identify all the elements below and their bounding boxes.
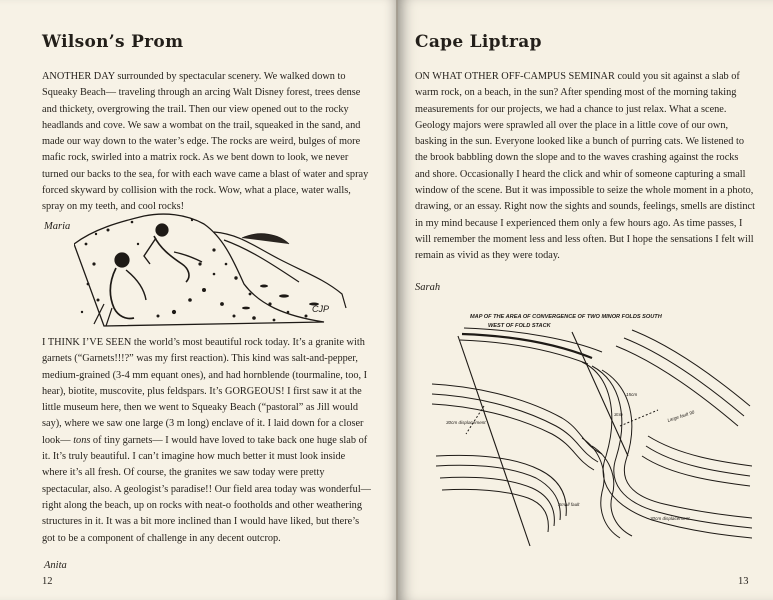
map-caption-line1: MAP OF THE AREA OF CONVERGENCE OF TWO MINOR FOLDS SOUTH	[470, 314, 662, 320]
map-label-15cm: 15cm	[626, 392, 638, 397]
paragraph-maria	[42, 69, 372, 216]
map-label-3cm: 3cm	[614, 412, 623, 417]
map-caption-line2: WEST OF FOLD STACK	[488, 323, 551, 329]
fold-map-sketch	[432, 306, 752, 556]
map-label-displacement-f: ~ 30cm displacement	[646, 516, 690, 521]
paragraph-sarah-text: ON WHAT OTHER OFF-CAMPUS SEMINAR could you sit against a slab of warm rock, on a beach, in the sun? After spending most of the morning taking measurements for our projects, we had a chance to just relax. What a scene. Geology majors were sprawled all over the place in a little cove of our own, basking in the sun. Everyone looked like a bunch of purring cats. We listened to the brook babbling down the slope and to the waves crashing against the rocks and shore. Occasionally I heard the click and whir of someone capturing a small window of the scene. But it was impossible to seize the whole moment in a photo, drawing, or an essay. Right now the sights and sounds, feelings, smells are distinct in my mind because I experienced them only a few hours ago. As time passes, I will remember the moment less and less often. But I hope the sensations I felt will remain as vivid as they were today.	[415, 71, 755, 262]
map-label-displacement-a: 30cm displacement	[446, 420, 486, 425]
right-page	[398, 0, 773, 600]
paragraph-anita	[42, 335, 372, 547]
signature-anita: Anita	[44, 560, 67, 571]
signature-maria: Maria	[44, 221, 71, 232]
page-number-right: 13	[738, 576, 749, 587]
map-label-small-fault: Small fault	[558, 502, 580, 507]
sketch-artist-signature: CJP	[312, 304, 330, 314]
paragraph-anita-emphasis: tons	[73, 434, 91, 446]
page-title-wilsons-prom: Wilson’s Prom	[42, 32, 184, 52]
map-label-large-fault: Large fault 90	[666, 409, 696, 423]
paragraph-anita-rest: of tiny garnets— I would have loved to take back one huge slab of it. It’s truly beautiful. I can’t imagine how much better it must look inside where it’s all fresh. Of course, the granites we saw today were pretty spectacular, also. A geologist’s paradise!! Our field area today was wonderful— right along the beach, up on rocks with neat-o footholds and other weathering structures in it. It was a bit more inclined than I would have liked, but there’s got to be a component of challenge in any decent outcrop.	[42, 434, 371, 544]
page-title-cape-liptrap: Cape Liptrap	[415, 32, 542, 52]
beach-sketch	[74, 204, 350, 330]
signature-sarah: Sarah	[415, 282, 441, 293]
paragraph-sarah	[415, 69, 755, 265]
paragraph-anita-lead: I THINK I’VE SEEN the world’s most beautiful rock today. It’s a granite with garnets (“Garnets!!!?” was my first reaction). This kind was salt-and-pepper, medium-grained (3-4 mm equant ones), and had hornblende (tourmaline, too, I hear), biotite, muscovite, plus feldspars. It’s GORGEOUS! I first saw it at the little museum here, then we went to Squeaky Beach (“pastoral” as Jill would say), where we saw one large (3 m long) enclave of it. I laid down for a closer look—	[42, 337, 368, 446]
paragraph-anita-text	[42, 335, 372, 547]
paragraph-maria-text: ANOTHER DAY surrounded by spectacular scenery. We walked down to Squeaky Beach— traveling through an arcing Walt Disney forest, trees dense and thickety, overgrowing the trail. Then our view opened out to the rocky headlands and cove. We saw a wombat on the trail, squeaked in the sand, and made our way down to the water’s edge. The rocks are weird, bulges of more mafic rock, swirled into a matrix rock. As we bent down to look, we never turned our backs to the sea, for with each wave came a blast of water and spray forced skyward by collision with the rock. Wow, what a place, water walls, spray on my teeth, and cool rocks!	[42, 71, 369, 213]
page-number-left: 12	[42, 576, 53, 587]
